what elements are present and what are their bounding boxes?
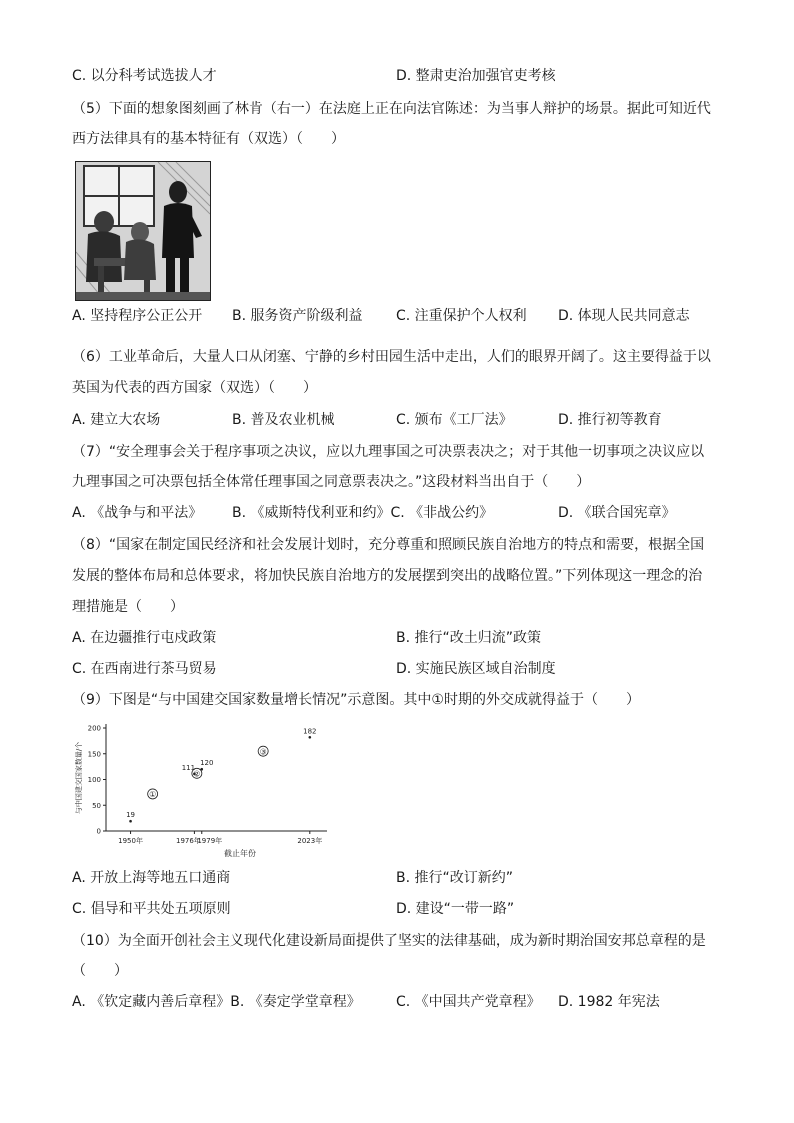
q9-option-d: D. 建设“一带一路” [396, 901, 515, 917]
y-tick-label: 50 [92, 801, 101, 810]
period-label: ② [193, 769, 201, 779]
lincoln-courtroom-illustration [75, 161, 211, 301]
q5-option-c: C. 注重保护个人权利 [396, 308, 527, 324]
q8-option-d: D. 实施民族区域自治制度 [396, 661, 556, 677]
data-point [309, 736, 312, 739]
q4-option-d: D. 整肃吏治加强官吏考核 [396, 68, 556, 84]
q10-option-a-b: A. 《钦定藏内善后章程》B. 《奏定学堂章程》 [72, 994, 361, 1010]
q8-stem-line-3: 理措施是（ ） [72, 599, 184, 615]
q8-option-a: A. 在边疆推行屯戍政策 [72, 630, 217, 646]
q9-option-b: B. 推行“改订新约” [396, 870, 514, 886]
q7-option-a: A. 《战争与和平法》 [72, 505, 203, 521]
q10-stem-line-2: （ ） [72, 963, 128, 979]
data-label: 111 [181, 763, 196, 772]
x-tick-label: 1950年 [118, 837, 143, 845]
q5-stem-line-2: 西方法律具有的基本特征有（双选）（ ） [72, 131, 345, 147]
q9-option-a: A. 开放上海等地五口通商 [72, 870, 231, 886]
q7-option-d: D. 《联合国宪章》 [558, 505, 676, 521]
period-label: ① [149, 790, 157, 800]
y-tick-label: 150 [87, 750, 101, 759]
q6-option-b: B. 普及农业机械 [232, 412, 335, 428]
q7-option-b-c: B. 《威斯特伐利亚和约》C. 《非战公约》 [232, 505, 494, 521]
data-point [129, 820, 132, 823]
q8-option-c: C. 在西南进行茶马贸易 [72, 661, 217, 677]
q5-stem-line-1: （5）下面的想象图刻画了林肯（右一）在法庭上正在向法官陈述：为当事人辩护的场景。据此可知近代 [72, 101, 711, 117]
y-axis-label: 与中国建交国家数量/个 [75, 741, 83, 815]
q6-stem-line-2: 英国为代表的西方国家（双选）（ ） [72, 380, 317, 396]
q9-stem: （9）下图是“与中国建交国家数量增长情况”示意图。其中①时期的外交成就得益于（ ） [72, 692, 640, 708]
q5-option-a: A. 坚持程序公正公开 [72, 308, 203, 324]
q6-option-a: A. 建立大农场 [72, 412, 161, 428]
diplomatic-relations-chart [72, 716, 340, 862]
data-label: 120 [200, 759, 214, 768]
q4-option-c: C. 以分科考试选拔人才 [72, 68, 217, 84]
x-tick-label: 2023年 [297, 837, 323, 845]
q10-stem-line-1: （10）为全面开创社会主义现代化建设新局面提供了坚实的法律基础，成为新时期治国安邦总章程的是 [72, 933, 706, 949]
q8-stem-line-1: （8）“国家在制定国民经济和社会发展计划时，充分尊重和照顾民族自治地方的特点和需要，根据全国 [72, 537, 705, 553]
q5-option-d: D. 体现人民共同意志 [558, 308, 690, 324]
y-tick-label: 200 [87, 724, 101, 733]
y-tick-label: 100 [87, 776, 101, 784]
y-tick-label: 0 [96, 827, 101, 836]
q6-option-d: D. 推行初等教育 [558, 412, 662, 428]
q5-option-b: B. 服务资产阶级利益 [232, 308, 363, 324]
q7-stem-line-1: （7）“安全理事会关于程序事项之决议，应以九理事国之可决票表决之；对于其他一切事项之决议应以 [72, 444, 705, 460]
q10-option-d: D. 1982 年宪法 [558, 994, 660, 1010]
q8-option-b: B. 推行“改土归流”政策 [396, 630, 542, 646]
q8-stem-line-2: 发展的整体布局和总体要求，将加快民族自治地方的发展摆到突出的战略位置。”下列体现这一理念的治 [72, 568, 703, 584]
q10-option-c: C. 《中国共产党章程》 [396, 994, 541, 1010]
q6-option-c: C. 颁布《工厂法》 [396, 412, 513, 428]
x-axis-label: 截止年份 [224, 849, 256, 858]
x-tick-label: 1976年 [175, 837, 201, 845]
data-label: 19 [126, 811, 136, 820]
period-label: ③ [259, 747, 267, 757]
x-tick-label: 1979年 [197, 837, 223, 845]
data-label: 182 [303, 727, 317, 736]
q7-stem-line-2: 九理事国之可决票包括全体常任理事国之同意票表决之。”这段材料当出自于（ ） [72, 474, 591, 490]
q9-option-c: C. 倡导和平共处五项原则 [72, 901, 231, 917]
q6-stem-line-1: （6）工业革命后，大量人口从闭塞、宁静的乡村田园生活中走出，人们的眼界开阔了。这主要得益于以 [72, 349, 711, 365]
